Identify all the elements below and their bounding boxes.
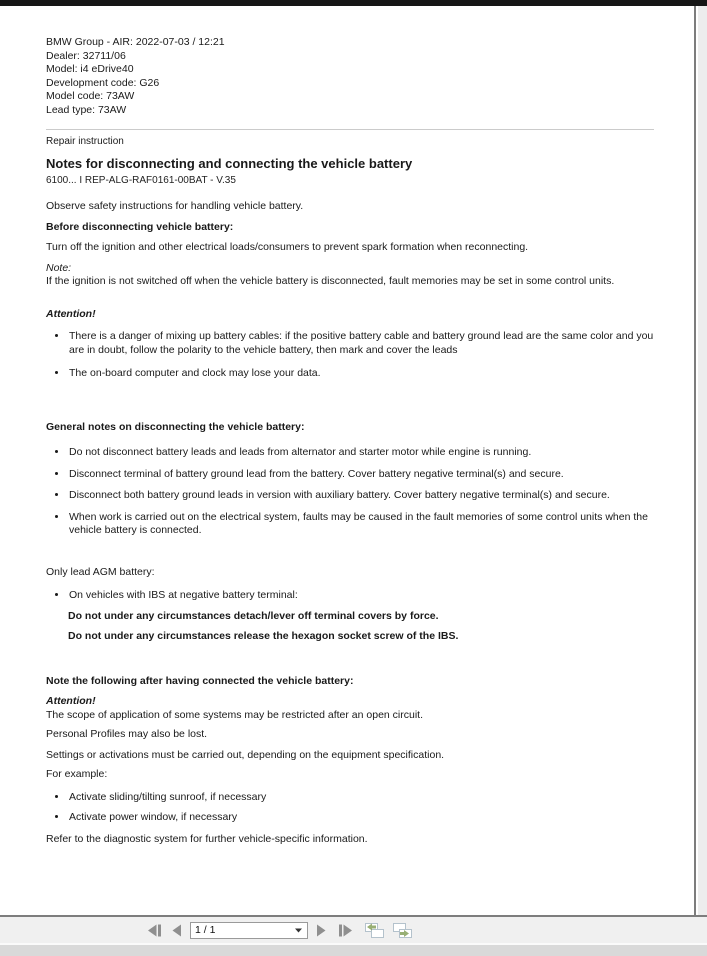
list-item: • Disconnect terminal of battery ground lead from the battery. Cover battery negative terminal(s) and secure. (68, 468, 654, 482)
next-page-icon (316, 924, 326, 937)
last-page-icon (338, 924, 353, 937)
next-document-icon (392, 922, 414, 939)
list-item: • On vehicles with IBS at negative battery terminal: (68, 589, 654, 603)
list-item: • Do not disconnect battery leads and leads from alternator and starter motor while engine is running. (68, 446, 654, 460)
header-line-leadtype: Lead type: 73AW (46, 103, 127, 116)
note-label: Note: (46, 261, 72, 274)
window-right-gutter (698, 6, 707, 915)
first-page-icon (147, 924, 162, 937)
list-item: • There is a danger of mixing up battery cables: if the positive battery cable and battery ground lead are the same color and you are in doubt, follow the polarity to the vehicle battery, then mark and cover the leads (68, 330, 654, 357)
heading-before-disconnecting: Before disconnecting vehicle battery: (46, 220, 234, 233)
paragraph-scope-restricted: The scope of application of some systems may be restricted after an open circuit. (46, 708, 424, 721)
list-item: • The on-board computer and clock may lose your data. (68, 367, 654, 381)
attention-bullet-list (46, 330, 654, 381)
page-number-combobox[interactable] (190, 922, 308, 939)
warning-hexagon-screw: Do not under any circumstances release the hexagon socket screw of the IBS. (68, 630, 459, 642)
header-line-modelcode: Model code: 73AW (46, 90, 135, 102)
page-title: Notes for disconnecting and connecting the vehicle battery (46, 155, 413, 171)
attention-label-1: Attention! (46, 307, 96, 320)
document-page (0, 6, 696, 915)
last-page-button[interactable] (338, 921, 353, 939)
general-notes-bullet-list (46, 446, 654, 538)
header-line-model: Model: i4 eDrive40 (46, 63, 134, 75)
previous-document-icon (364, 922, 386, 939)
dropdown-arrow-icon (295, 928, 302, 933)
example-bullet-list (46, 791, 654, 825)
header-line-air: BMW Group - AIR: 2022-07-03 / 12:21 (46, 36, 225, 48)
list-item: • Activate sliding/tilting sunroof, if necessary (68, 791, 654, 805)
next-page-button[interactable] (316, 921, 326, 939)
paragraph-for-example: For example: (46, 768, 108, 780)
first-page-button[interactable] (147, 921, 162, 939)
paragraph-settings-activations: Settings or activations must be carried out, depending on the equipment specification. (46, 748, 445, 761)
list-item: • Disconnect both battery ground leads in version with auxiliary battery. Cover battery negative terminal(s) and secure. (68, 489, 654, 503)
previous-document-button[interactable] (364, 921, 386, 939)
document-code: 6100... I REP-ALG-RAF0161-00BAT - V.35 (46, 174, 236, 186)
paragraph-observe-safety: Observe safety instructions for handling vehicle battery. (46, 200, 304, 212)
header-line-dealer: Dealer: 32711/06 (46, 49, 126, 62)
list-item: • When work is carried out on the electrical system, faults may be caused in the fault memories of some control units when the vehicle battery is connected. (68, 511, 654, 538)
heading-general-notes: General notes on disconnecting the vehicle battery: (46, 420, 305, 433)
warning-terminal-covers: Do not under any circumstances detach/lever off terminal covers by force. (68, 609, 439, 622)
previous-page-button[interactable] (172, 921, 182, 939)
previous-page-icon (172, 924, 182, 937)
paragraph-agm-battery: Only lead AGM battery: (46, 565, 155, 578)
note-text: If the ignition is not switched off when the vehicle battery is disconnected, fault memories may be set in some control units. (46, 275, 615, 287)
header-separator (46, 129, 654, 130)
paragraph-refer-diagnostic: Refer to the diagnostic system for further vehicle-specific information. (46, 832, 368, 845)
paragraph-turn-off-ignition: Turn off the ignition and other electrical loads/consumers to prevent spark formation when reconnecting. (46, 241, 529, 253)
page-indicator: 1 / 1 (195, 924, 216, 936)
next-document-button[interactable] (392, 921, 414, 939)
heading-after-connecting: Note the following after having connected the vehicle battery: (46, 674, 354, 687)
pager-toolbar (0, 917, 707, 943)
header-line-devcode: Development code: G26 (46, 76, 160, 89)
window-bottom-strip (0, 945, 707, 956)
paragraph-personal-profiles: Personal Profiles may also be lost. (46, 728, 208, 740)
document-type-label: Repair instruction (46, 136, 124, 147)
document-header (46, 36, 654, 117)
list-item: • Activate power window, if necessary (68, 811, 654, 825)
agm-bullet-list (46, 589, 654, 603)
attention-label-2: Attention! (46, 695, 96, 707)
